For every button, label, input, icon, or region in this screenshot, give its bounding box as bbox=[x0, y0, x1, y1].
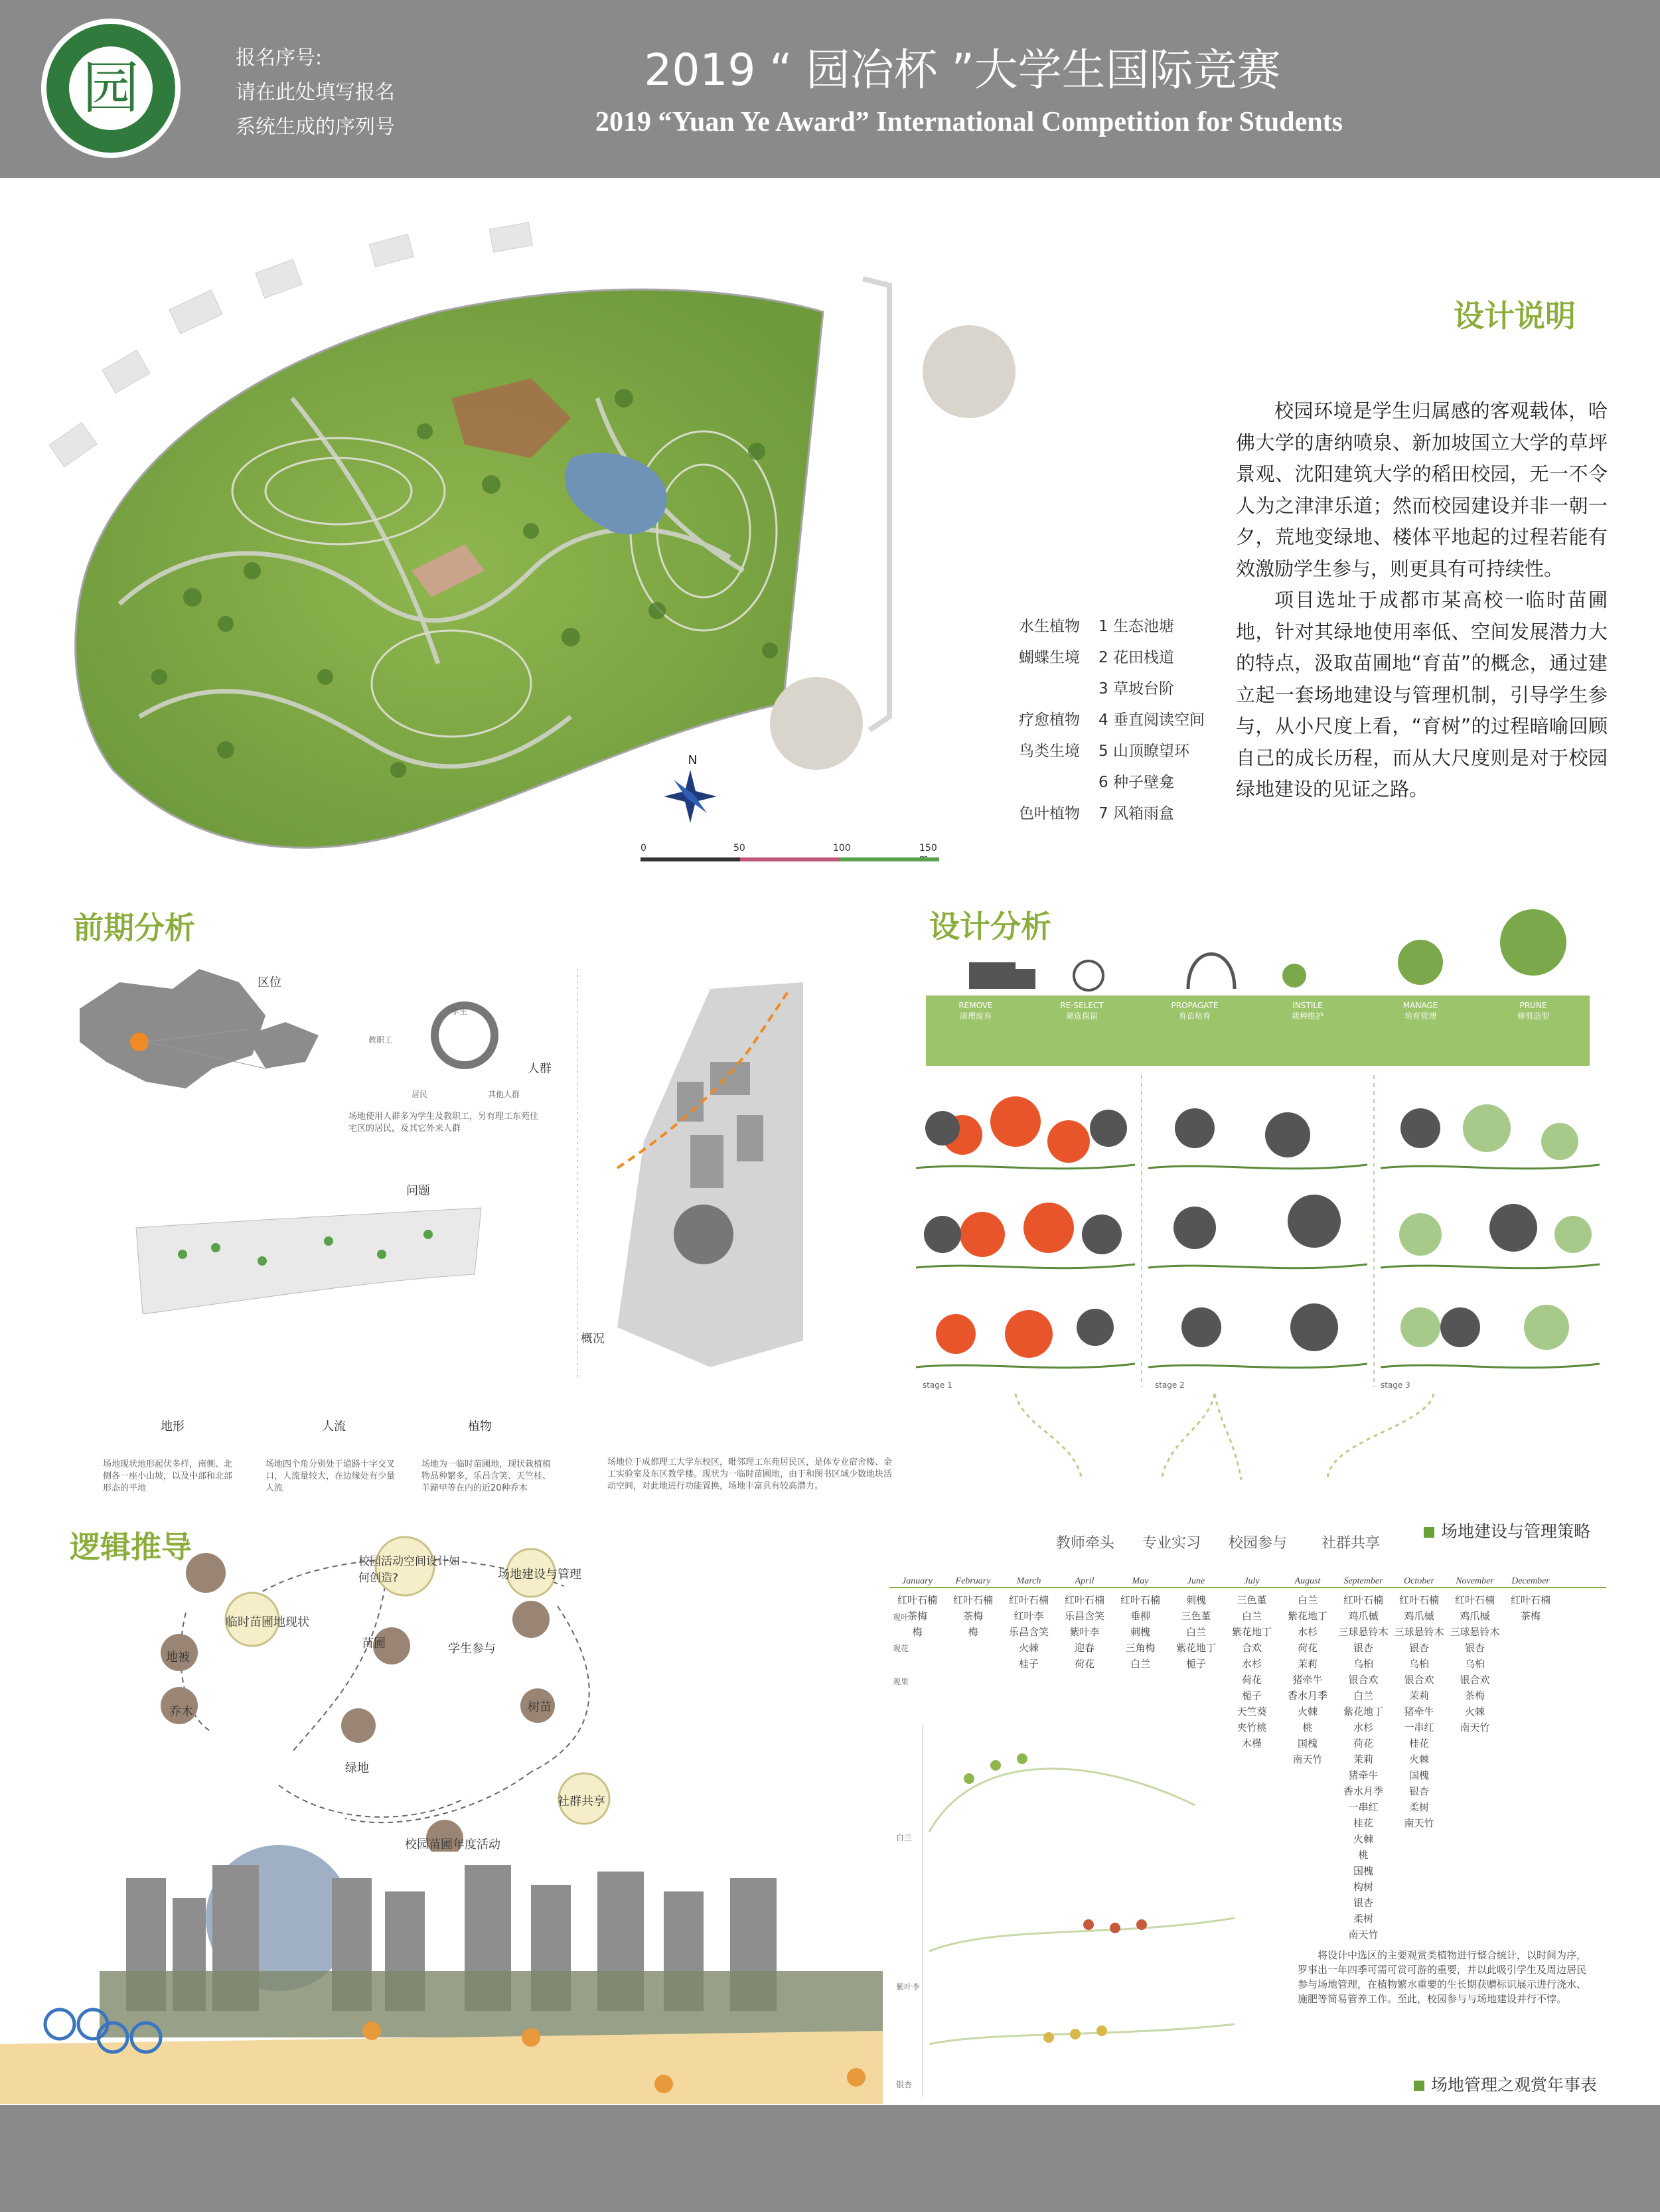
plant-name: 三角梅 bbox=[1125, 1642, 1156, 1654]
plant-name: 柔树 bbox=[1353, 1913, 1373, 1925]
logic-title: 逻辑推导 bbox=[70, 1529, 192, 1565]
plant-name: 水杉 bbox=[1353, 1722, 1373, 1733]
calendar-column bbox=[1391, 1592, 1447, 1943]
logic-node-label: 场地建设与管理 bbox=[498, 1568, 581, 1582]
plant-name: 茶梅 bbox=[907, 1610, 927, 1622]
campus-collage bbox=[0, 1838, 883, 2104]
plant-name: 国槐 bbox=[1353, 1865, 1373, 1877]
calendar-column bbox=[1447, 1592, 1503, 1943]
month-label: May bbox=[1132, 1576, 1149, 1586]
plant-name: 茉莉 bbox=[1297, 1658, 1318, 1670]
legend-item: 6 种子壁龛 bbox=[1098, 774, 1174, 791]
legend-category: 蝴蝶生境 bbox=[1019, 649, 1080, 666]
plant-name: 合欢 bbox=[1241, 1642, 1262, 1654]
legend-category: 疗愈植物 bbox=[1019, 711, 1080, 729]
plant-name: 木槿 bbox=[1241, 1737, 1262, 1749]
plant-name: 红叶石楠 bbox=[1510, 1594, 1550, 1606]
calendar-title: 场地管理之观赏年事表 bbox=[1414, 2072, 1597, 2096]
logic-node-label: 校园苗圃年度活动 bbox=[405, 1838, 500, 1852]
month-label: December bbox=[1511, 1576, 1550, 1586]
master-plan bbox=[27, 199, 1042, 896]
process-step: RE-SELECT 筛选保留 bbox=[1060, 1001, 1104, 1021]
month-label: September bbox=[1343, 1576, 1383, 1586]
plant-name: 红叶石楠 bbox=[897, 1594, 937, 1606]
north-arrow-icon bbox=[647, 753, 733, 840]
plant-growth-diagram bbox=[916, 1726, 1314, 2097]
calendar-column bbox=[1503, 1592, 1558, 1943]
logo-mark: 园 bbox=[69, 46, 153, 130]
plant-name: 桃 bbox=[1302, 1722, 1313, 1733]
stage-label: stage 3 bbox=[1381, 1380, 1410, 1390]
logic-node-label: 地被 bbox=[166, 1651, 190, 1664]
logic-node-label: 苗圃 bbox=[362, 1637, 386, 1651]
logic-node-label: 临时苗圃地现状 bbox=[226, 1615, 309, 1629]
plan-legend bbox=[1019, 614, 1205, 832]
problem-icon-label: 地形 bbox=[161, 1420, 185, 1434]
plant-name: 梅 bbox=[912, 1626, 923, 1638]
plant-name: 银杏 bbox=[1408, 1642, 1429, 1654]
plant-name: 猪牵牛 bbox=[1404, 1706, 1434, 1718]
problem-label: 问题 bbox=[406, 1184, 430, 1198]
plant-name: 银杏 bbox=[1353, 1897, 1373, 1909]
plant-name: 水杉 bbox=[1241, 1658, 1262, 1670]
plant-name: 桃 bbox=[1358, 1849, 1369, 1861]
month-label: April bbox=[1075, 1576, 1094, 1586]
plant-name: 南天竹 bbox=[1348, 1929, 1379, 1941]
plant-name: 乌桕 bbox=[1408, 1658, 1429, 1670]
plant-name: 栀子 bbox=[1241, 1690, 1262, 1702]
plant-name: 茉莉 bbox=[1408, 1690, 1429, 1702]
process-step: INSTILE 栽种维护 bbox=[1291, 1001, 1323, 1021]
legend-row bbox=[1019, 645, 1205, 676]
plant-name: 乌桕 bbox=[1464, 1658, 1485, 1670]
legend-row bbox=[1019, 801, 1205, 832]
plant-name: 垂柳 bbox=[1130, 1610, 1150, 1622]
growth-label: 白兰 bbox=[896, 1833, 913, 1842]
plant-name: 鸡爪槭 bbox=[1404, 1610, 1434, 1622]
plant-name: 鸡爪槭 bbox=[1348, 1610, 1379, 1622]
plant-name: 红叶石楠 bbox=[952, 1594, 993, 1606]
legend-item: 1 生态池塘 bbox=[1098, 618, 1174, 635]
plant-name: 银杏 bbox=[1353, 1642, 1373, 1654]
legend-row bbox=[1019, 676, 1205, 707]
strategy-label: 社群共享 bbox=[1321, 1535, 1380, 1552]
plant-name: 银合欢 bbox=[1404, 1674, 1434, 1686]
logic-node-label: 绿地 bbox=[345, 1761, 369, 1775]
header-bar bbox=[0, 0, 1660, 178]
process-step: PROPAGATE 育苗培育 bbox=[1171, 1001, 1219, 1021]
plant-name: 红叶石楠 bbox=[1398, 1594, 1439, 1606]
plant-name: 银杏 bbox=[1464, 1642, 1485, 1654]
process-step: REMOVE 清理废弃 bbox=[958, 1001, 993, 1021]
legend-row bbox=[1019, 770, 1205, 801]
legend-category bbox=[1019, 676, 1098, 707]
plant-name: 柔树 bbox=[1408, 1801, 1429, 1813]
north-label: N bbox=[688, 753, 697, 767]
legend-item: 4 垂直阅读空间 bbox=[1098, 711, 1205, 729]
scale-label-0: 0 bbox=[641, 843, 646, 853]
calendar-row-label: 观花 bbox=[893, 1644, 909, 1653]
legend-item: 2 花田栈道 bbox=[1098, 649, 1174, 666]
stage-label: stage 1 bbox=[923, 1380, 952, 1390]
early-analysis-title: 前期分析 bbox=[73, 910, 195, 946]
plant-name: 香水月季 bbox=[1343, 1785, 1383, 1797]
plant-name: 构树 bbox=[1353, 1881, 1373, 1893]
plant-name: 红叶石楠 bbox=[1064, 1594, 1104, 1606]
plant-name: 迎春 bbox=[1074, 1642, 1094, 1654]
plant-name: 火棘 bbox=[1464, 1706, 1485, 1718]
plant-name: 银合欢 bbox=[1460, 1674, 1490, 1686]
legend-row bbox=[1019, 614, 1205, 645]
plant-name: 三色堇 bbox=[1237, 1594, 1267, 1606]
plant-name: 水杉 bbox=[1297, 1626, 1318, 1638]
process-icons bbox=[923, 903, 1593, 995]
plant-name: 栀子 bbox=[1185, 1658, 1206, 1670]
footer-bar bbox=[0, 2105, 1660, 2212]
plant-name: 红叶李 bbox=[1014, 1610, 1044, 1622]
plant-name: 猪牵牛 bbox=[1348, 1769, 1379, 1781]
logic-node-label: 校园活动空间设计如何创造? bbox=[358, 1555, 460, 1585]
legend-category: 色叶植物 bbox=[1019, 805, 1080, 822]
plant-name: 三球悬铃木 bbox=[1450, 1626, 1500, 1638]
plant-name: 香水月季 bbox=[1287, 1690, 1327, 1702]
plant-name: 荷花 bbox=[1241, 1674, 1262, 1686]
plant-name: 白兰 bbox=[1241, 1610, 1262, 1622]
plant-name: 刺槐 bbox=[1185, 1594, 1206, 1606]
scale-label-150: 150 bbox=[919, 843, 937, 853]
design-note-title: 设计说明 bbox=[1454, 298, 1576, 334]
strategy-connectors bbox=[996, 1387, 1460, 1487]
plant-name: 刺槐 bbox=[1130, 1626, 1150, 1638]
legend-item: 3 草坡台阶 bbox=[1098, 680, 1174, 698]
scale-label-100: 100 bbox=[833, 843, 851, 853]
registration-block bbox=[236, 41, 395, 145]
plant-name: 荷花 bbox=[1353, 1737, 1373, 1749]
problem-note: 场地四个角分别处于道路十字交叉口，人流量较大，在边缘处有少量人流 bbox=[265, 1459, 396, 1493]
plant-name: 白兰 bbox=[1297, 1594, 1318, 1606]
plant-name: 桂花 bbox=[1353, 1817, 1373, 1829]
design-note-paragraph: 校园环境是学生归属感的客观载体，哈佛大学的唐纳喷泉、新加坡国立大学的草坪景观、沈阳建筑大学的稻田校园，无一不令人为之津津乐道；然而校园建设并非一朝一夕，荒地变绿地、楼体平地起的过程若能有效激励学生参与，则更具有可持续性。 bbox=[1236, 400, 1608, 580]
plant-name: 梅 bbox=[968, 1626, 978, 1638]
title-english: 2019 “Yuan Ye Award” International Competition for Students bbox=[595, 107, 1343, 137]
plant-name: 南天竹 bbox=[1292, 1753, 1323, 1765]
growth-label: 紫叶李 bbox=[896, 1982, 921, 1992]
plant-name: 茶梅 bbox=[962, 1610, 983, 1622]
logic-node-label: 学生参与 bbox=[448, 1642, 496, 1656]
logic-node-label: 乔木 bbox=[169, 1705, 193, 1719]
calendar-column bbox=[1335, 1592, 1391, 1943]
site-overview-map bbox=[577, 969, 896, 1380]
strategy-label: 教师牵头 bbox=[1055, 1535, 1114, 1552]
growth-label: 银杏 bbox=[896, 2080, 913, 2089]
plant-name: 紫花地丁 bbox=[1343, 1706, 1383, 1718]
strategy-label: 专业实习 bbox=[1142, 1535, 1201, 1552]
registration-line: 报名序号: bbox=[236, 46, 323, 70]
people-tag: 其他人群 bbox=[488, 1090, 520, 1099]
month-label: February bbox=[955, 1576, 991, 1586]
month-label: January bbox=[902, 1576, 933, 1586]
plant-name: 乐昌含笑 bbox=[1008, 1626, 1049, 1638]
calendar-row-label: 观果 bbox=[893, 1677, 909, 1686]
design-analysis-title: 设计分析 bbox=[929, 909, 1051, 944]
scale-label-50: 50 bbox=[733, 843, 745, 853]
overview-note: 场地位于成都理工大学东校区，毗邻理工东苑居民区，是体专业宿舍楼、金工实验室及东区教学楼。现状为一临时苗圃地，由于和图书区域少数地块活动空间，对此地进行功能置换，场地丰富具有较高潜力。 bbox=[607, 1457, 893, 1491]
month-label: October bbox=[1404, 1576, 1434, 1586]
plant-name: 国槐 bbox=[1408, 1769, 1429, 1781]
people-tag: 教职工 bbox=[368, 1035, 393, 1045]
legend-row bbox=[1019, 739, 1205, 770]
plant-name: 南天竹 bbox=[1460, 1722, 1490, 1733]
plant-name: 一串红 bbox=[1404, 1722, 1434, 1733]
plant-name: 红叶石楠 bbox=[1454, 1594, 1495, 1606]
legend-category bbox=[1019, 770, 1098, 801]
plant-name: 鸡爪槭 bbox=[1460, 1610, 1490, 1622]
logic-node-label: 树苗 bbox=[528, 1700, 552, 1714]
plant-name: 茉莉 bbox=[1353, 1753, 1373, 1765]
plant-name: 三色堇 bbox=[1181, 1610, 1211, 1622]
plant-name: 红叶石楠 bbox=[1120, 1594, 1160, 1606]
title-chinese: 2019 “ 园冶杯 ”大学生国际竞赛 bbox=[644, 44, 1281, 96]
process-bar bbox=[926, 995, 1590, 1066]
month-label: March bbox=[1016, 1576, 1041, 1586]
problem-diagram bbox=[129, 1201, 488, 1314]
month-label: June bbox=[1187, 1576, 1205, 1586]
legend-category: 鸟类生境 bbox=[1019, 743, 1080, 760]
people-tag: 学生 bbox=[451, 1007, 468, 1016]
plant-name: 桂花 bbox=[1408, 1737, 1429, 1749]
scale-bar bbox=[641, 843, 946, 869]
plant-name: 三球悬铃木 bbox=[1394, 1626, 1444, 1638]
problem-note: 场地为一临时苗圃地，现状栽植植物品种繁多，乐昌含笑、天竺桂、羊蹄甲等在内的近20种乔木 bbox=[421, 1459, 552, 1493]
legend-category: 水生植物 bbox=[1019, 618, 1080, 635]
legend-item: 7 风箱雨盒 bbox=[1098, 805, 1174, 822]
plant-name: 红叶石楠 bbox=[1008, 1594, 1049, 1606]
plant-name: 荷花 bbox=[1074, 1658, 1094, 1670]
plant-name: 乌桕 bbox=[1353, 1658, 1373, 1670]
plant-name: 白兰 bbox=[1353, 1690, 1373, 1702]
people-tag: 居民 bbox=[412, 1090, 428, 1099]
month-label: August bbox=[1294, 1576, 1321, 1586]
plant-name: 一串红 bbox=[1348, 1801, 1379, 1813]
problem-icon-label: 植物 bbox=[468, 1420, 492, 1434]
people-note: 场地使用人群多为学生及教职工，另有理工东苑住宅区的居民，及其它外来人群 bbox=[348, 1112, 539, 1134]
legend-row bbox=[1019, 707, 1205, 739]
plant-name: 白兰 bbox=[1185, 1626, 1206, 1638]
competition-logo bbox=[41, 19, 181, 158]
plant-name: 乐昌含笑 bbox=[1064, 1610, 1104, 1622]
plant-name: 紫花地丁 bbox=[1231, 1626, 1272, 1638]
problem-icon-label: 人流 bbox=[322, 1420, 346, 1434]
month-label: November bbox=[1456, 1576, 1494, 1586]
month-header bbox=[889, 1576, 1606, 1588]
stage-label: stage 2 bbox=[1155, 1380, 1185, 1390]
plant-name: 荷花 bbox=[1297, 1642, 1318, 1654]
overview-label: 概况 bbox=[581, 1332, 605, 1346]
plant-name: 紫叶李 bbox=[1069, 1626, 1100, 1638]
plant-name: 银合欢 bbox=[1348, 1674, 1379, 1686]
growth-stages bbox=[916, 1075, 1600, 1394]
plant-name: 三球悬铃木 bbox=[1338, 1626, 1389, 1638]
plant-name: 火棘 bbox=[1353, 1833, 1373, 1845]
registration-line: 请在此处填写报名 bbox=[236, 81, 395, 104]
plant-name: 红叶石楠 bbox=[1343, 1594, 1383, 1606]
strategy-label: 校园参与 bbox=[1228, 1535, 1287, 1552]
plant-name: 猪牵牛 bbox=[1292, 1674, 1323, 1686]
process-step: MANAGE 培育管理 bbox=[1402, 1001, 1438, 1021]
logic-node-label: 社群共享 bbox=[558, 1795, 605, 1808]
plant-name: 茶梅 bbox=[1464, 1690, 1485, 1702]
design-note-text bbox=[1236, 396, 1608, 806]
month-label: July bbox=[1244, 1576, 1260, 1586]
plant-name: 南天竹 bbox=[1404, 1817, 1434, 1829]
calendar-note: 将设计中选区的主要观赏类植物进行整合统计，以时间为序，罗事出一年四季可需可赏可游的重要，并以此吸引学生及周边居民参与场地管理，在植物繁水重要的生长期获赠标识展示进行浇水、施肥等简易管养工作。至此，校园参与与场地建设并行不悖。 bbox=[1298, 1949, 1587, 2005]
plant-name: 紫花地丁 bbox=[1287, 1610, 1327, 1622]
people-label: 人群 bbox=[528, 1062, 552, 1076]
plant-name: 火棘 bbox=[1018, 1642, 1039, 1654]
plant-name: 火棘 bbox=[1297, 1706, 1318, 1718]
plant-name: 紫花地丁 bbox=[1175, 1642, 1216, 1654]
strategy-title: 场地建设与管理策略 bbox=[1424, 1518, 1590, 1542]
plant-name: 白兰 bbox=[1130, 1658, 1150, 1670]
calendar-row-label: 观叶 bbox=[893, 1613, 909, 1622]
legend-item: 5 山顶瞭望环 bbox=[1098, 743, 1189, 760]
design-note-paragraph: 项目选址于成都市某高校一临时苗圃地，针对其绿地使用率低、空间发展潜力大的特点，汲取苗圃地“育苗”的概念，通过建立起一套场地建设与管理机制，引导学生参与，从小尺度上看，“育树”的过程暗喻回顾自己的成长历程，而从大尺度则是对于校园绿地建设的见证之路。 bbox=[1236, 589, 1608, 800]
registration-line: 系统生成的序列号 bbox=[236, 115, 395, 139]
process-step: PRUNE 修剪造型 bbox=[1517, 1001, 1549, 1021]
plant-name: 国槐 bbox=[1297, 1737, 1318, 1749]
location-label: 区位 bbox=[258, 976, 281, 990]
plant-name: 茶梅 bbox=[1520, 1610, 1541, 1622]
plant-name: 桂子 bbox=[1018, 1658, 1039, 1670]
problem-note: 场地现状地形起伏多样，南侧、北侧各一座小山坡，以及中部和北部形态的平地 bbox=[103, 1459, 233, 1493]
plant-name: 天竺葵 bbox=[1237, 1706, 1267, 1718]
plant-name: 夹竹桃 bbox=[1237, 1722, 1267, 1733]
plant-name: 银杏 bbox=[1408, 1785, 1429, 1797]
plant-name: 火棘 bbox=[1408, 1753, 1429, 1765]
